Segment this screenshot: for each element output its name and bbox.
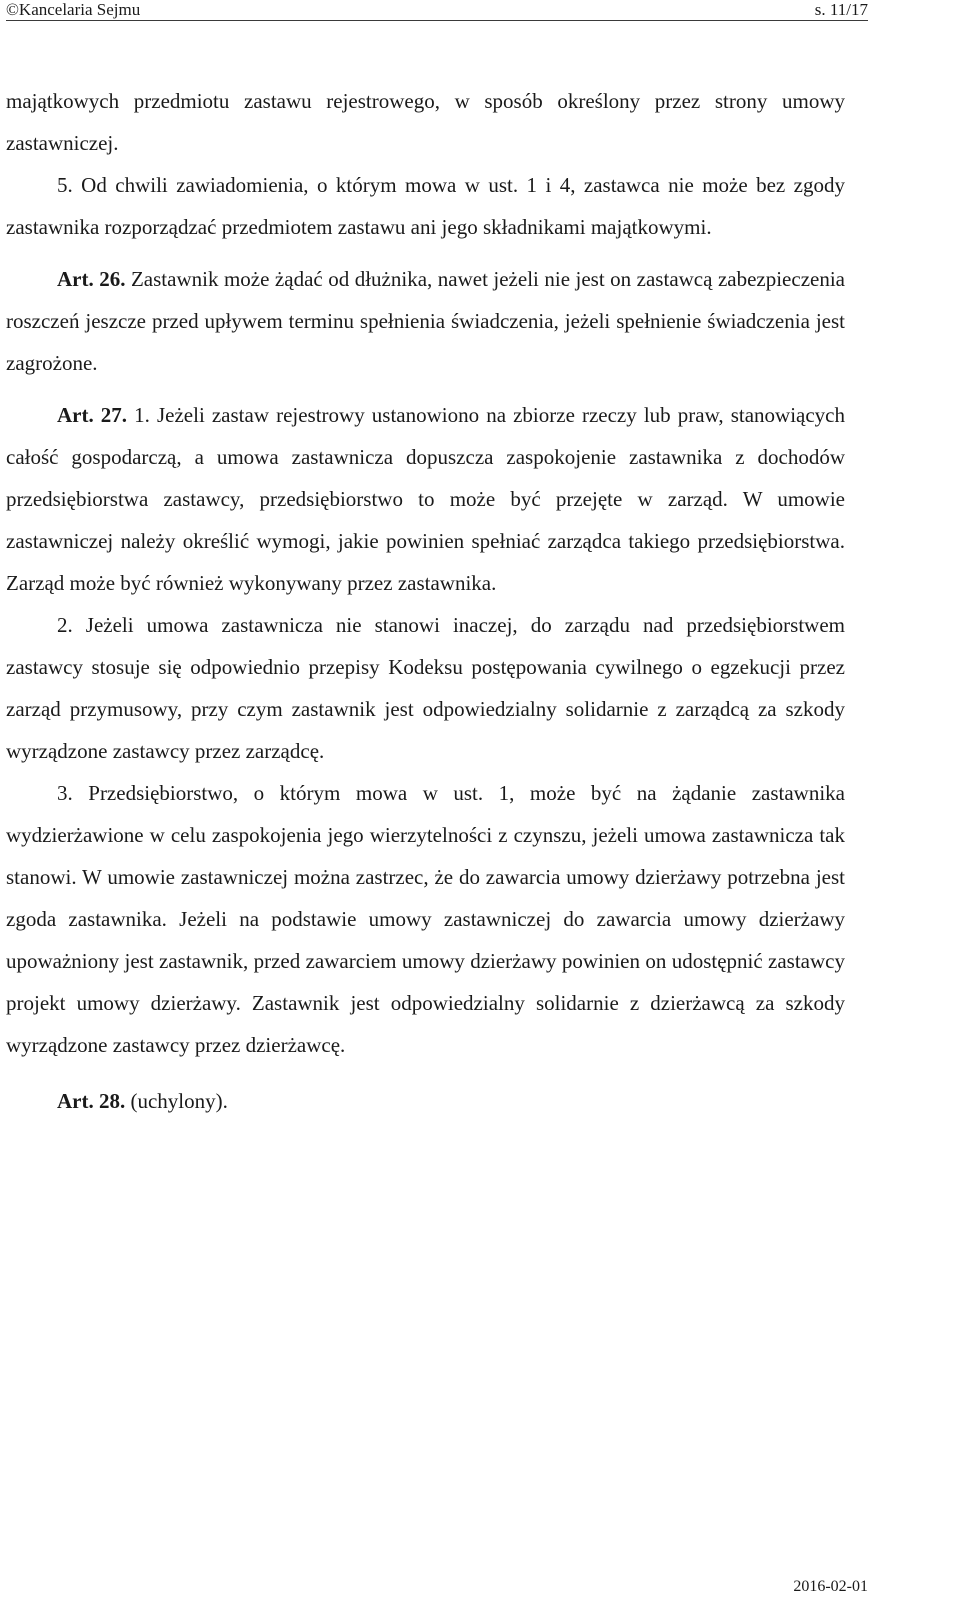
article-27-ust-2 <box>6 604 845 772</box>
header-divider <box>6 20 868 21</box>
paragraph-text: Zastawnik może żądać od dłużnika, nawet jeżeli nie jest on zastawcą zabezpieczenia roszczeń jeszcze przed upływem terminu spełnienia świadczenia, jeżeli spełnienie świadczenia jest zagrożone. <box>6 267 845 375</box>
copyright-label: ©Kancelaria Sejmu <box>6 0 141 19</box>
page-header <box>6 0 868 20</box>
article-27 <box>6 394 845 604</box>
paragraph-text: majątkowych przedmiotu zastawu rejestrowego, w sposób określony przez strony umowy zastawniczej. <box>6 89 845 155</box>
paragraph-text: 1. Jeżeli zastaw rejestrowy ustanowiono na zbiorze rzeczy lub praw, stanowiących całość gospodarczą, a umowa zastawnicza dopuszcza zaspokojenie zastawnika z dochodów przedsiębiorstwa zastawcy, przedsiębiorstwo to może być przejęte w zarząd. W umowie zastawniczej należy określić wymogi, jakie powinien spełniać zarządca takiego przedsiębiorstwa. Zarząd może być również wykonywany przez zastawnika. <box>6 403 845 595</box>
article-28 <box>6 1080 845 1122</box>
article-26 <box>6 258 845 384</box>
paragraph-text: 5. Od chwili zawiadomienia, o którym mowa w ust. 1 i 4, zastawca nie może bez zgody zastawnika rozporządzać przedmiotem zastawu ani jego składnikami majątkowymi. <box>6 173 845 239</box>
paragraph-continuation <box>6 80 845 164</box>
page-number: s. 11/17 <box>814 0 868 19</box>
paragraph-text: 3. Przedsiębiorstwo, o którym mowa w ust. 1, może być na żądanie zastawnika wydzierżawione w celu zaspokojenia jego wierzytelności z czynszu, jeżeli umowa zastawnicza tak stanowi. W umowie zastawniczej można zastrzec, że do zawarcia umowy dzierżawy potrzebna jest zgoda zastawnika. Jeżeli na podstawie umowy zastawniczej do zawarcia umowy dzierżawy upoważniony jest zastawnik, przed zawarciem umowy dzierżawy powinien on udostępnić zastawcy projekt umowy dzierżawy. Zastawnik jest odpowiedzialny solidarnie z dzierżawcą za szkody wyrządzone zastawcy przez dzierżawcę. <box>6 781 845 1057</box>
paragraph-ust-5 <box>6 164 845 248</box>
article-heading: Art. 28. <box>57 1089 126 1113</box>
page-footer-date: 2016-02-01 <box>793 1578 868 1595</box>
article-27-ust-3 <box>6 772 845 1066</box>
document-body <box>6 80 845 1122</box>
article-heading: Art. 26. <box>57 267 126 291</box>
article-heading: Art. 27. <box>57 403 128 427</box>
paragraph-text: 2. Jeżeli umowa zastawnicza nie stanowi inaczej, do zarządu nad przedsiębiorstwem zastawcy stosuje się odpowiednio przepisy Kodeksu postępowania cywilnego o egzekucji przez zarząd przymusowy, przy czym zastawnik jest odpowiedzialny solidarnie z zarządcą za szkody wyrządzone zastawcy przez zarządcę. <box>6 613 845 763</box>
paragraph-text: (uchylony). <box>125 1089 228 1113</box>
